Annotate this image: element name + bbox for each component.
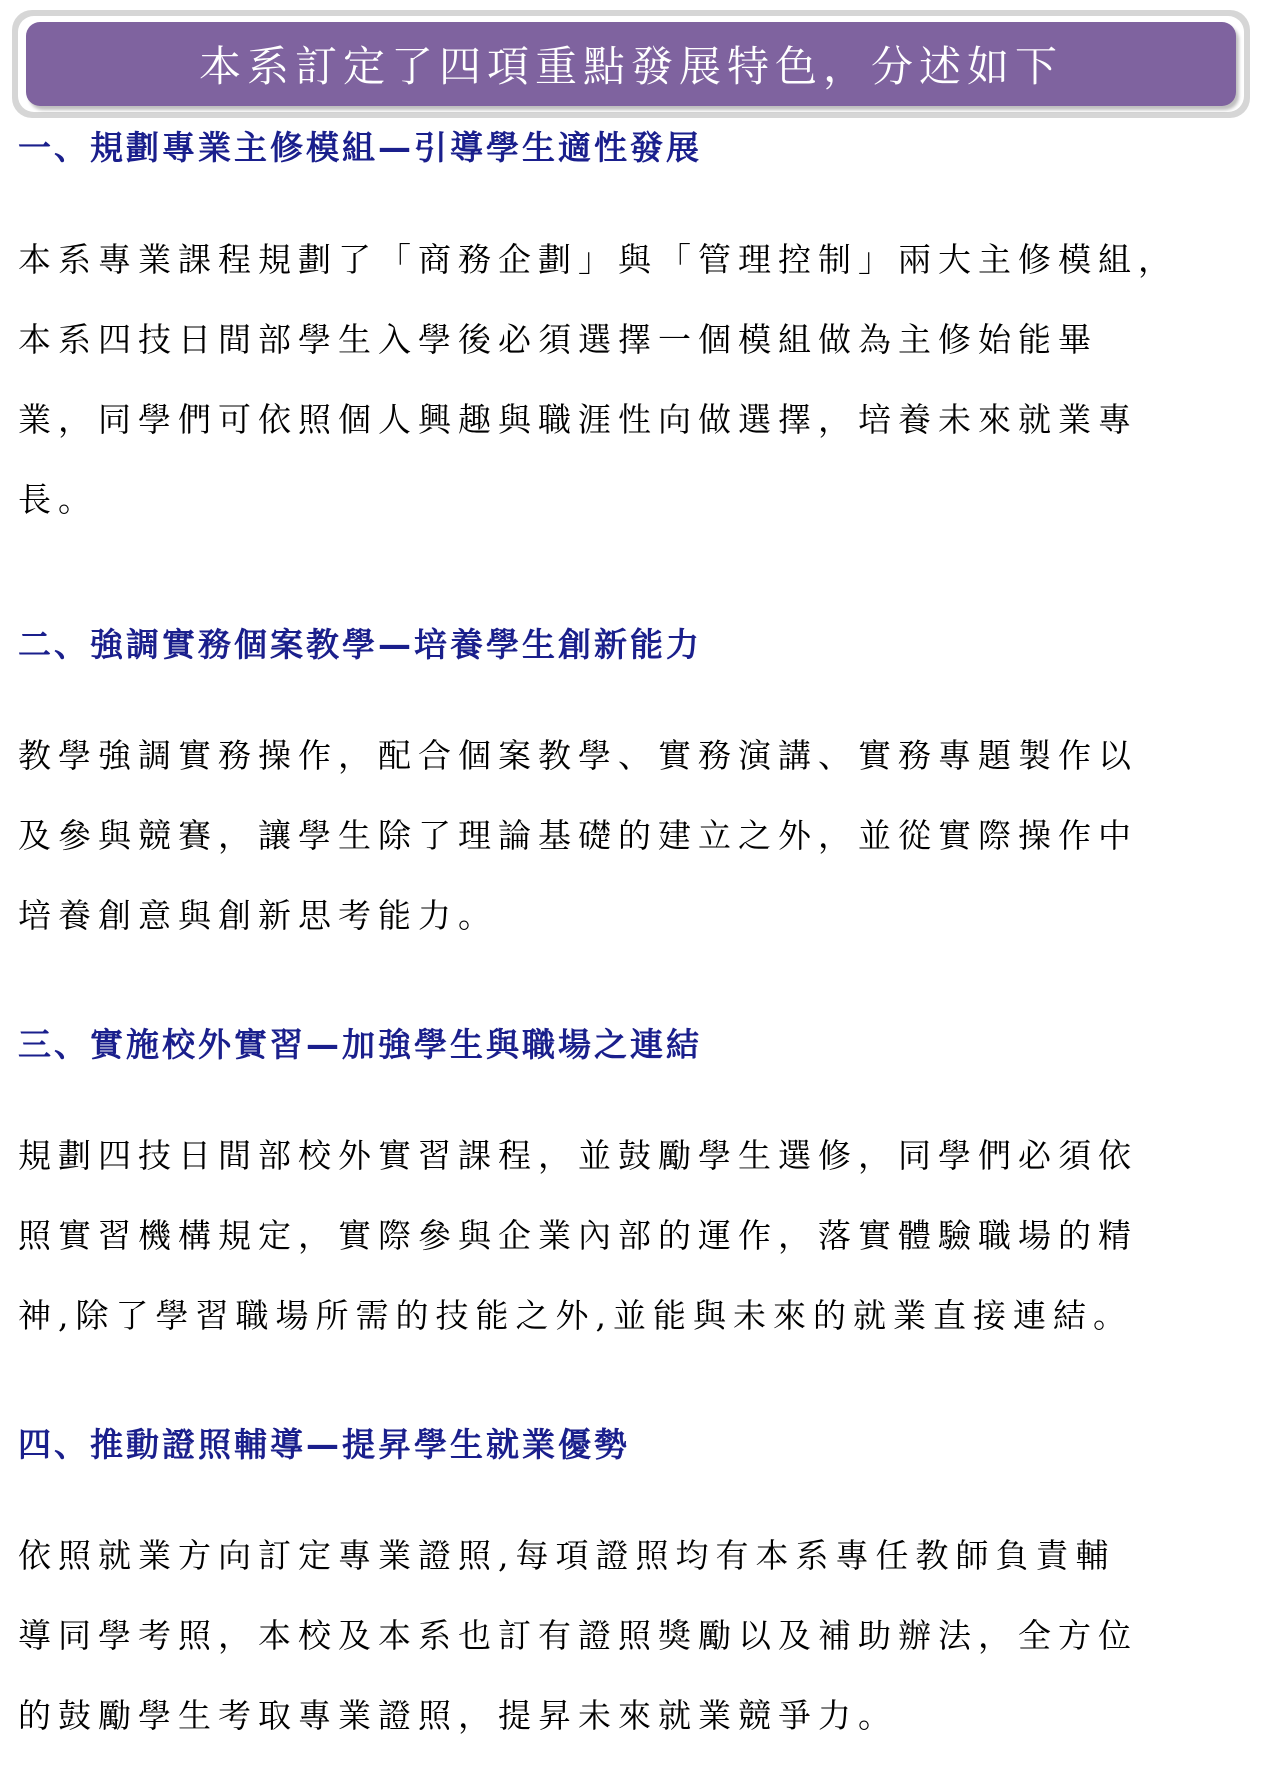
paragraph-line: 神,除了學習職場所需的技能之外,並能與未來的就業直接連結。 (18, 1296, 1133, 1335)
section-paragraph-2 (18, 716, 1198, 956)
paragraph-line: 業，同學們可依照個人興趣與職涯性向做選擇，培養未來就業專 (18, 400, 1138, 439)
section-paragraph-3 (18, 1116, 1198, 1356)
paragraph-line: 依照就業方向訂定專業證照,每項證照均有本系專任教師負責輔 (18, 1536, 1116, 1575)
paragraph-line: 本系專業課程規劃了「商務企劃」與「管理控制」兩大主修模組， (18, 240, 1178, 279)
title-banner-frame (18, 16, 1244, 112)
section-heading-4: 四、推動證照輔導—提昇學生就業優勢 (18, 1425, 630, 1464)
section-paragraph-1 (18, 220, 1198, 540)
section-heading-1: 一、規劃專業主修模組—引導學生適性發展 (18, 128, 702, 167)
paragraph-line: 本系四技日間部學生入學後必須選擇一個模組做為主修始能畢 (18, 320, 1098, 359)
paragraph-line: 照實習機構規定，實際參與企業內部的運作，落實體驗職場的精 (18, 1216, 1138, 1255)
paragraph-line: 長。 (18, 480, 98, 519)
paragraph-line: 規劃四技日間部校外實習課程，並鼓勵學生選修，同學們必須依 (18, 1136, 1138, 1175)
title-banner-fill (26, 22, 1236, 106)
paragraph-line: 培養創意與創新思考能力。 (18, 896, 498, 935)
paragraph-line: 的鼓勵學生考取專業證照，提昇未來就業競爭力。 (18, 1696, 898, 1735)
paragraph-line: 導同學考照，本校及本系也訂有證照獎勵以及補助辦法，全方位 (18, 1616, 1138, 1655)
section-paragraph-4 (18, 1516, 1198, 1756)
paragraph-line: 及參與競賽，讓學生除了理論基礎的建立之外，並從實際操作中 (18, 816, 1138, 855)
title-banner (12, 10, 1250, 118)
paragraph-line: 教學強調實務操作，配合個案教學、實務演講、實務專題製作以 (18, 736, 1138, 775)
section-heading-3: 三、實施校外實習—加強學生與職場之連結 (18, 1025, 702, 1064)
page-title: 本系訂定了四項重點發展特色，分述如下 (198, 42, 1063, 91)
section-heading-2: 二、強調實務個案教學—培養學生創新能力 (18, 625, 702, 664)
